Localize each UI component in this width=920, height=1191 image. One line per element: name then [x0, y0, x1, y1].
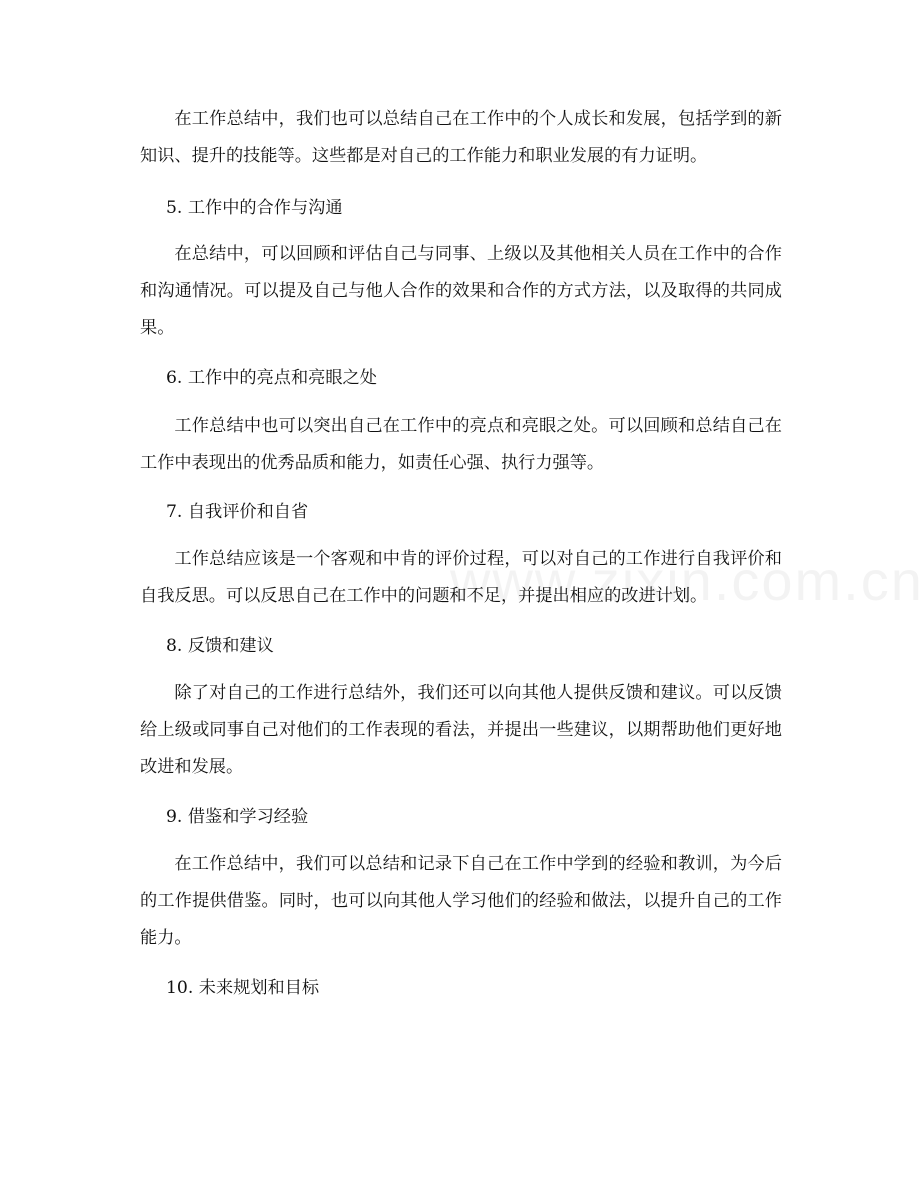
heading-8: 8. 反馈和建议: [166, 636, 274, 656]
paragraph-6: 工作总结中也可以突出自己在工作中的亮点和亮眼之处。可以回顾和总结自己在工作中表现出的优秀品质和能力，如责任心强、执行力强等。: [140, 416, 782, 474]
heading-6: 6. 工作中的亮点和亮眼之处: [166, 368, 377, 388]
paragraph-8: 除了对自己的工作进行总结外，我们还可以向其他人提供反馈和建议。可以反馈给上级或同事自己对他们的工作表现的看法，并提出一些建议，以期帮助他们更好地改进和发展。: [140, 683, 782, 778]
paragraph-5: 在总结中，可以回顾和评估自己与同事、上级以及其他相关人员在工作中的合作和沟通情况。可以提及自己与他人合作的效果和合作的方式方法，以及取得的共同成果。: [140, 244, 782, 339]
heading-9: 9. 借鉴和学习经验: [166, 807, 309, 827]
paragraph-7: 工作总结应该是一个客观和中肯的评价过程，可以对自己的工作进行自我评价和自我反思。可以反思自己在工作中的问题和不足，并提出相应的改进计划。: [140, 549, 782, 607]
paragraph-personal-growth: 在工作总结中，我们也可以总结自己在工作中的个人成长和发展，包括学到的新知识、提升的技能等。这些都是对自己的工作能力和职业发展的有力证明。: [140, 109, 782, 167]
paragraph-9: 在工作总结中，我们可以总结和记录下自己在工作中学到的经验和教训，为今后的工作提供借鉴。同时，也可以向其他人学习他们的经验和做法，以提升自己的工作能力。: [140, 854, 782, 949]
heading-10: 10. 未来规划和目标: [166, 978, 320, 998]
heading-7: 7. 自我评价和自省: [166, 502, 309, 522]
heading-5: 5. 工作中的合作与沟通: [166, 198, 343, 218]
